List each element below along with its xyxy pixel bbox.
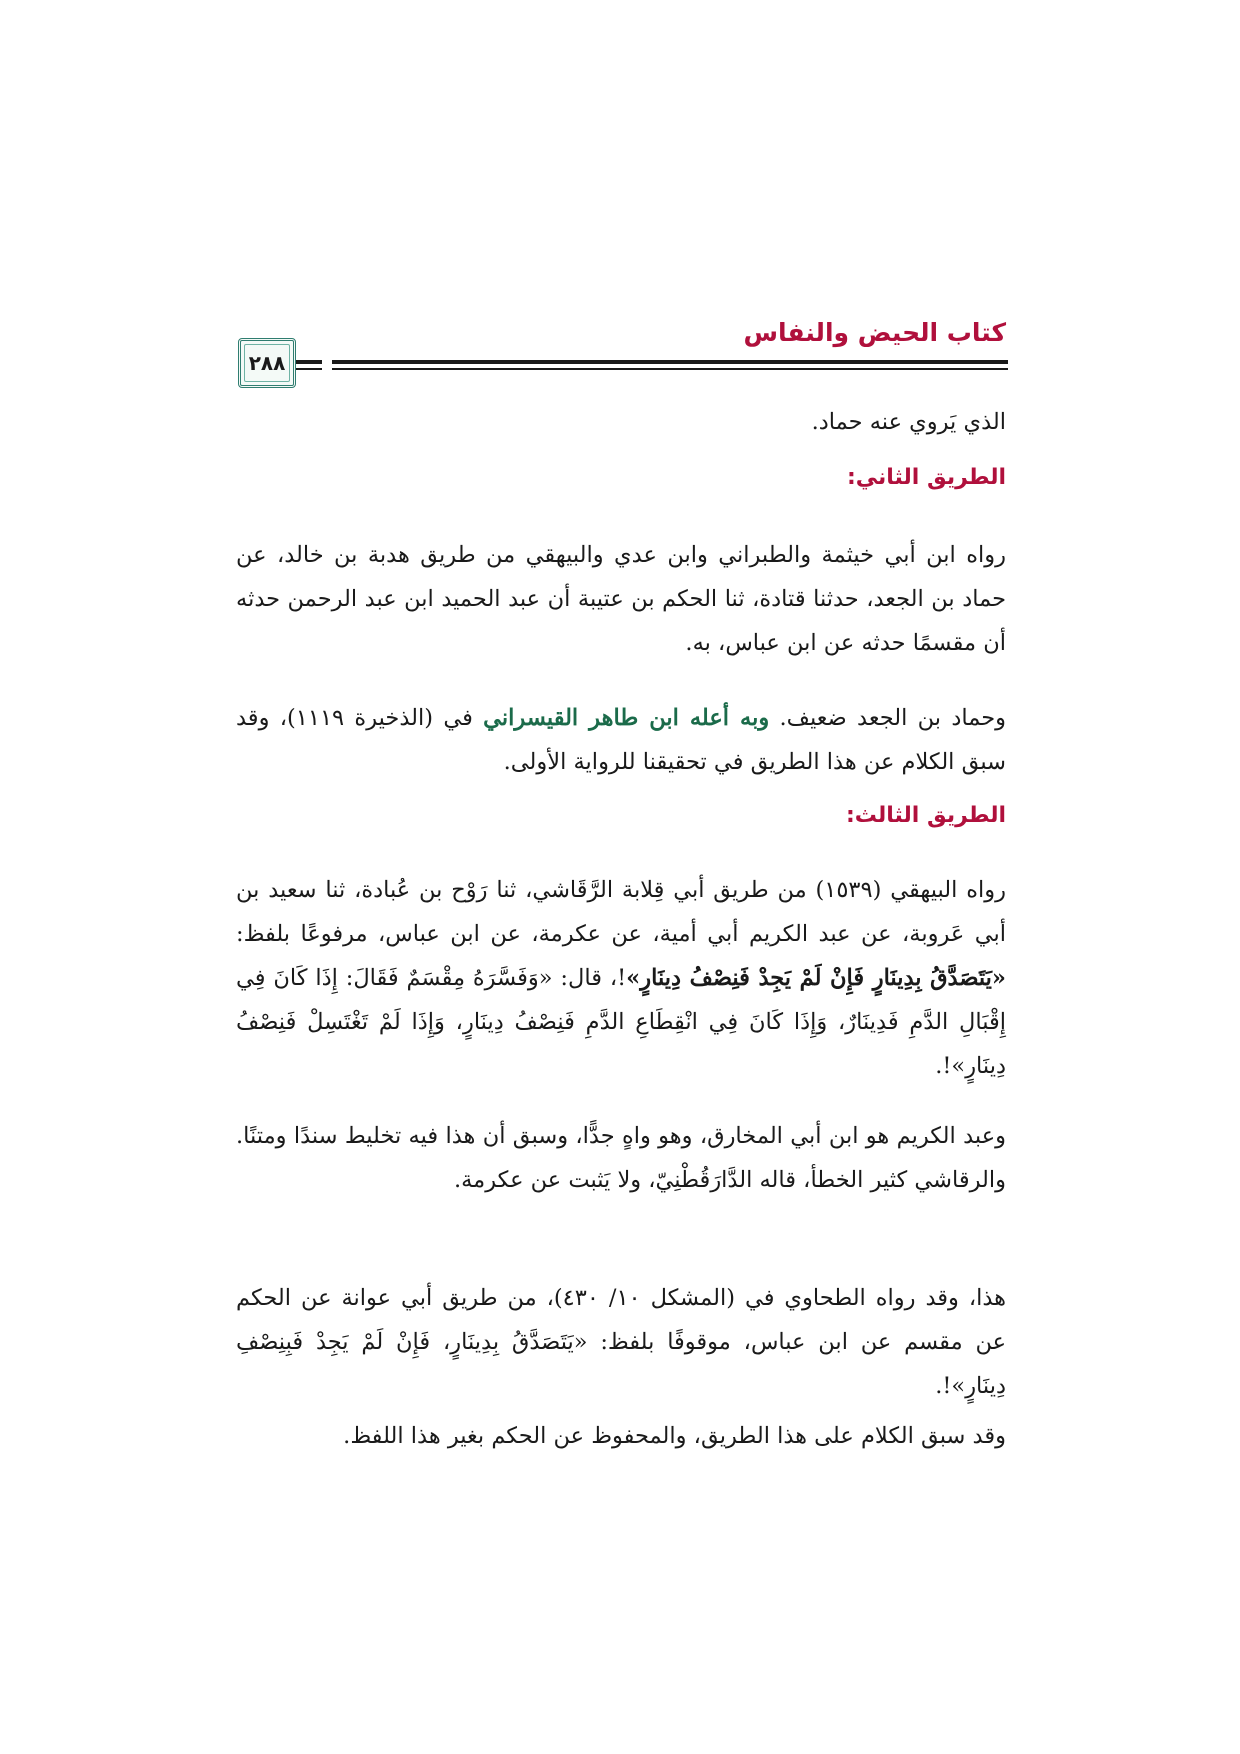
paragraph-1: الذي يَروي عنه حماد. (811, 409, 1006, 435)
paragraph-3-highlight: وبه أعله ابن طاهر القيسراني (483, 705, 770, 731)
paragraph-4-hadith: «يَتَصَدَّقُ بِدِينَارٍ فَإِنْ لَمْ يَجِدْ فَنِصْفُ دِينَارٍ» (626, 965, 1006, 991)
page-body (236, 0, 1006, 1754)
heading-second-route: الطريق الثاني: (846, 465, 1006, 490)
paragraph-5: وعبد الكريم هو ابن أبي المخارق، وهو واهٍ جدًّا، وسبق أن هذا فيه تخليط سندًا ومتنًا. والرقاشي كثير الخطأ، قاله الدَّارَقُطْنِيّ، ولا يَثبت عن عكرمة. (236, 1123, 1006, 1193)
paragraph-4-text-a: رواه البيهقي (١٥٣٩) من طريق أبي قِلابة الرَّقَاشي، ثنا رَوْح بن عُبادة، ثنا سعيد بن أبي عَروبة، عن عبد الكريم أبي أمية، عن عكرمة، عن ابن عباس، مرفوعًا بلفظ: (236, 877, 1006, 947)
paragraph-4-text-c: !، قال: «وَفَسَّرَهُ مِقْسَمٌ فَقَالَ: إِذَا كَانَ فِي إِقْبَالِ الدَّمِ فَدِينَارٌ، وَإِذَا كَانَ فِي انْقِطَاعِ الدَّمِ فَنِصْفُ دِينَارٍ، وَإِذَا لَمْ تَغْتَسِلْ فَنِصْفُ دِينَارٍ»!. (236, 965, 1006, 1079)
running-header-title: كتاب الحيض والنفاس (743, 318, 1006, 347)
heading-third-route: الطريق الثالث: (845, 803, 1006, 828)
page-number: ٢٨٨ (248, 351, 286, 375)
paragraph-3-text-c: في (الذخيرة ١١١٩)، وقد سبق الكلام عن هذا الطريق في تحقيقنا للرواية الأولى. (236, 705, 1006, 775)
paragraph-3-text-a: وحماد بن الجعد ضعيف. (769, 705, 1006, 731)
paragraph-2: رواه ابن أبي خيثمة والطبراني وابن عدي والبيهقي من طريق هدبة بن خالد، عن حماد بن الجعد، حدثنا قتادة، ثنا الحكم بن عتيبة أن عبد الحميد ابن عبد الرحمن حدثه أن مقسمًا حدثه عن ابن عباس، به. (236, 542, 1006, 656)
paragraph-6: هذا، وقد رواه الطحاوي في (المشكل ١٠/ ٤٣٠)، من طريق أبي عوانة عن الحكم عن مقسم عن ابن عباس، موقوفًا بلفظ: «يَتَصَدَّقُ بِدِينَارٍ، فَإِنْ لَمْ يَجِدْ فَبِنِصْفِ دِينَارٍ»!. (236, 1285, 1007, 1399)
paragraph-7: وقد سبق الكلام على هذا الطريق، والمحفوظ عن الحكم بغير هذا اللفظ. (343, 1423, 1006, 1449)
paragraph-4 (236, 868, 1006, 1088)
paragraph-3 (236, 696, 1006, 784)
